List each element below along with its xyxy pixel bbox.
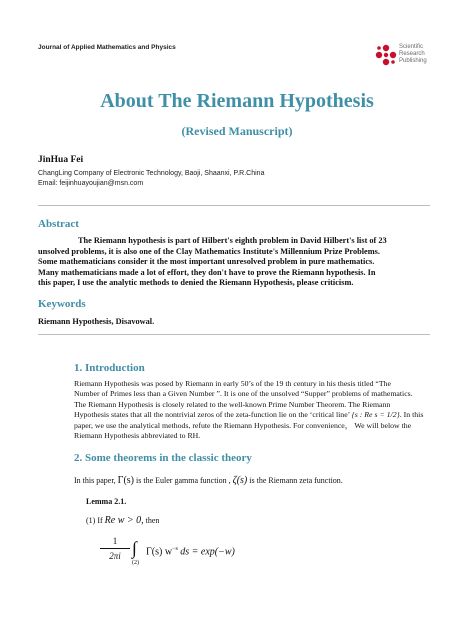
author-email: Email: feijinhuayoujian@msn.com <box>38 180 144 187</box>
intro-text: Riemann Hypothesis was posed by Riemann in early 50’s of the 19 th century in his thesis titled “The Number of Primes less than a Given Number ”. It is one of the unsolved “Supper” problems of mathematics. The Riemann Hypothesis is closely related to the well-known Prime Number Theorem. The Riemann Hypothesis states that all the nontrivial zeros of the zeta-function lie on the ‘critical line’ {s : Re s = 1/2}. In this paper, we use the analytical methods, refute the Riemann Hypothesis. For convenience， We will below the Riemann Hypothesis abbreviated to RH. <box>74 379 424 441</box>
publisher-logo-icon <box>375 44 397 68</box>
lemma-item: (1) If Re w > 0, then <box>86 515 160 526</box>
intro-heading: 1. Introduction <box>74 362 145 374</box>
author-name: JinHua Fei <box>38 155 84 165</box>
critical-line-formula: {s : Re s = 1/2} <box>351 410 400 420</box>
publisher-name: Scientific Research Publishing <box>399 44 427 64</box>
publisher-logo <box>375 44 445 72</box>
condition-formula: Re w > 0, <box>104 515 144 526</box>
section-2-heading: 2. Some theorems in the classic theory <box>74 452 252 464</box>
fraction-denominator: 2πi <box>109 551 121 561</box>
divider <box>38 334 430 335</box>
keywords-text: Riemann Hypothesis, Disavowal. <box>38 317 155 326</box>
keywords-heading: Keywords <box>38 298 86 310</box>
journal-name: Journal of Applied Mathematics and Physics <box>38 44 176 51</box>
zeta-symbol: ζ(s) <box>232 475 248 486</box>
abstract-text: The Riemann hypothesis is part of Hilbert's eighth problem in David Hilbert's list of 23 unsolved problems, it is also one of the Clay Mathematics Institute's Millennium Prize Problems. Some mathematicians consider it the most important unresolved problem in pure mathematics. Many mathematicians made a lot of effort, they don't have to prove the Riemann hypothesis. In this paper, I use the analytic methods to denied the Riemann Hypothesis, please criticism. <box>38 236 387 288</box>
fraction-numerator: 1 <box>112 536 118 546</box>
divider <box>38 205 430 206</box>
lemma-label: Lemma 2.1. <box>86 497 127 506</box>
paper-subtitle: (Revised Manuscript) <box>181 124 293 138</box>
affiliation-text: ChangLing Company of Electronic Technology, Baoji, Shaanxi, P.R.China <box>38 170 265 177</box>
gamma-symbol: Γ(s) <box>117 475 135 486</box>
author-affiliation <box>38 169 264 189</box>
fraction <box>100 536 130 561</box>
section-2-intro: In this paper, Γ(s) is the Euler gamma function , ζ(s) is the Riemann zeta function. <box>74 475 343 486</box>
integral-sign: ∫ <box>132 538 137 558</box>
abstract-heading: Abstract <box>38 218 79 230</box>
paper-title: About The Riemann Hypothesis <box>100 90 374 112</box>
fraction-bar <box>100 548 130 549</box>
integrand-formula: Γ(s) $w^{-s}$ ds = exp(−w) <box>146 546 235 558</box>
integral-subscript: (2) <box>132 560 139 566</box>
